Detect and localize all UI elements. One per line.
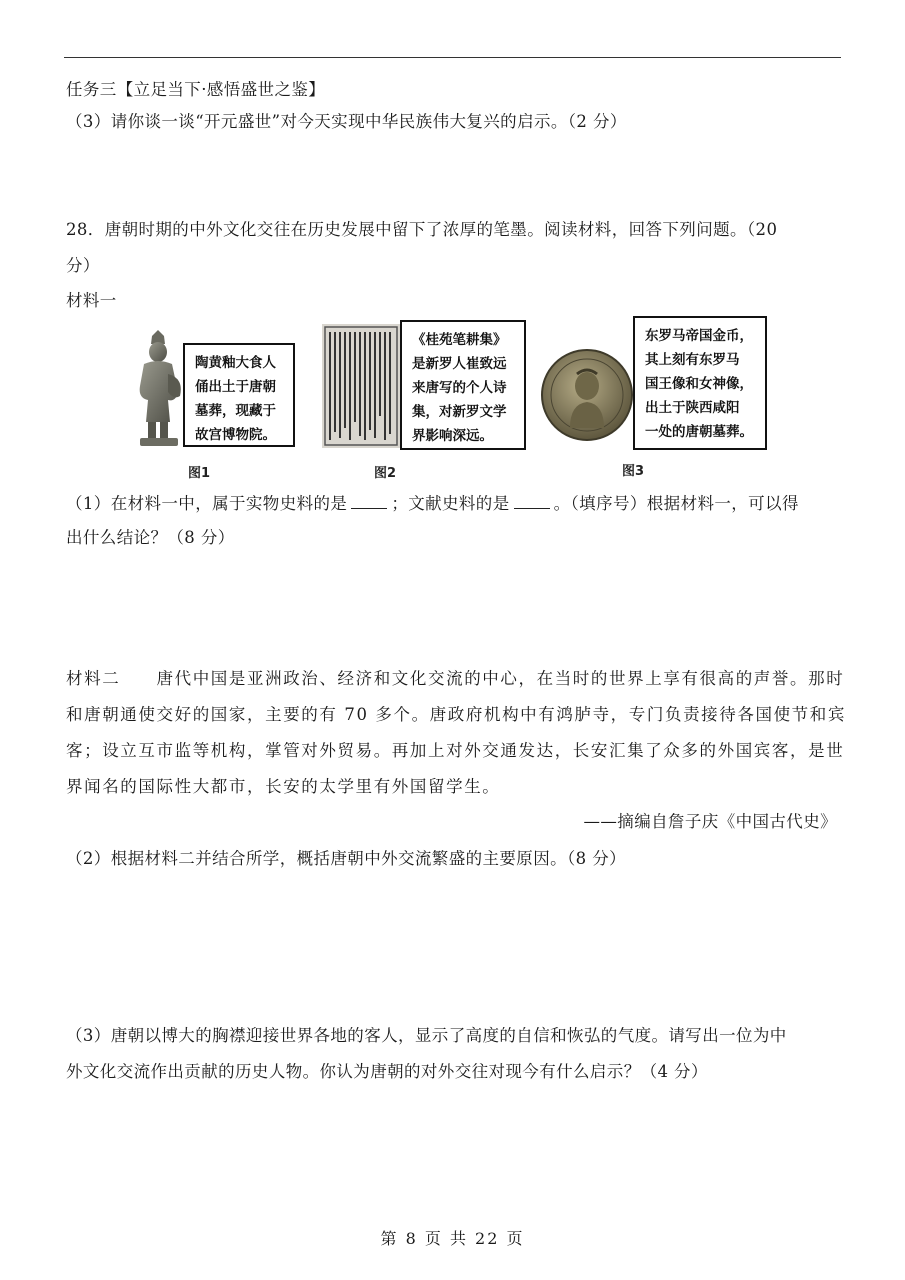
material2-line2: 和唐朝通使交好的国家，主要的有 70 多个。唐政府机构中有鸿胪寺，专门负责接待各国使节和宾 — [66, 705, 846, 724]
q28-intro-line1: 28．唐朝时期的中外文化交往在历史发展中留下了浓厚的笔墨。阅读材料，回答下列问题。（20 — [66, 220, 778, 239]
material2-source: ——摘编自詹子庆《中国古代史》 — [583, 812, 837, 831]
figure3-caption: 东罗马帝国金币， 其上刻有东罗马 国王像和女神像， 出土于陕西咸阳 一处的唐朝墓葬。 — [633, 316, 767, 450]
task3-question-3: （3）请你谈一谈“开元盛世”对今天实现中华民族伟大复兴的启示。（2 分） — [66, 112, 627, 131]
figure2-caption: 《桂苑笔耕集》 是新罗人崔致远 来唐写的个人诗 集，对新罗文学 界影响深远。 — [400, 320, 526, 450]
figure1-label: 图1 — [188, 466, 211, 481]
subquestion-2: （2）根据材料二并结合所学，概括唐朝中外交流繁盛的主要原因。（8 分） — [66, 849, 626, 868]
figure3-label: 图3 — [622, 464, 645, 479]
gold-coin-image — [540, 348, 634, 442]
figure2-label: 图2 — [374, 466, 397, 481]
material1-label: 材料一 — [66, 291, 117, 310]
q28-intro-line2: 分） — [66, 256, 100, 275]
subquestion-1-line2: 出什么结论？（8 分） — [66, 528, 235, 547]
subquestion-3-line2: 外文化交流作出贡献的历史人物。你认为唐朝的对外交往对现今有什么启示？（4 分） — [66, 1062, 708, 1081]
answer-blank-physical[interactable] — [351, 492, 387, 509]
material2-line3: 客；设立互市监等机构，掌管对外贸易。再加上对外交通发达，长安汇集了众多的外国宾客，是世 — [66, 741, 845, 760]
figure1-caption: 陶黄釉大食人 俑出土于唐朝 墓葬，现藏于 故宫博物院。 — [183, 343, 295, 447]
answer-blank-documentary[interactable] — [514, 492, 550, 509]
page-footer: 第 8 页 共 22 页 — [380, 1229, 525, 1248]
task3-heading: 任务三【立足当下·感悟盛世之鉴】 — [66, 80, 326, 99]
subquestion-1-line1: （1）在材料一中，属于实物史料的是 ；文献史料的是 。（填序号）根据材料一，可以得 — [66, 494, 799, 513]
material2-line1: 材料二 唐代中国是亚洲政治、经济和文化交流的中心，在当时的世界上享有很高的声誉。那时 — [66, 669, 845, 688]
book-page-image — [322, 324, 400, 448]
figurine-image — [128, 330, 188, 448]
header-rule — [64, 57, 841, 58]
material2-line4: 界闻名的国际性大都市，长安的太学里有外国留学生。 — [66, 777, 501, 796]
subquestion-3-line1: （3）唐朝以博大的胸襟迎接世界各地的客人，显示了高度的自信和恢弘的气度。请写出一位为中 — [66, 1026, 787, 1045]
